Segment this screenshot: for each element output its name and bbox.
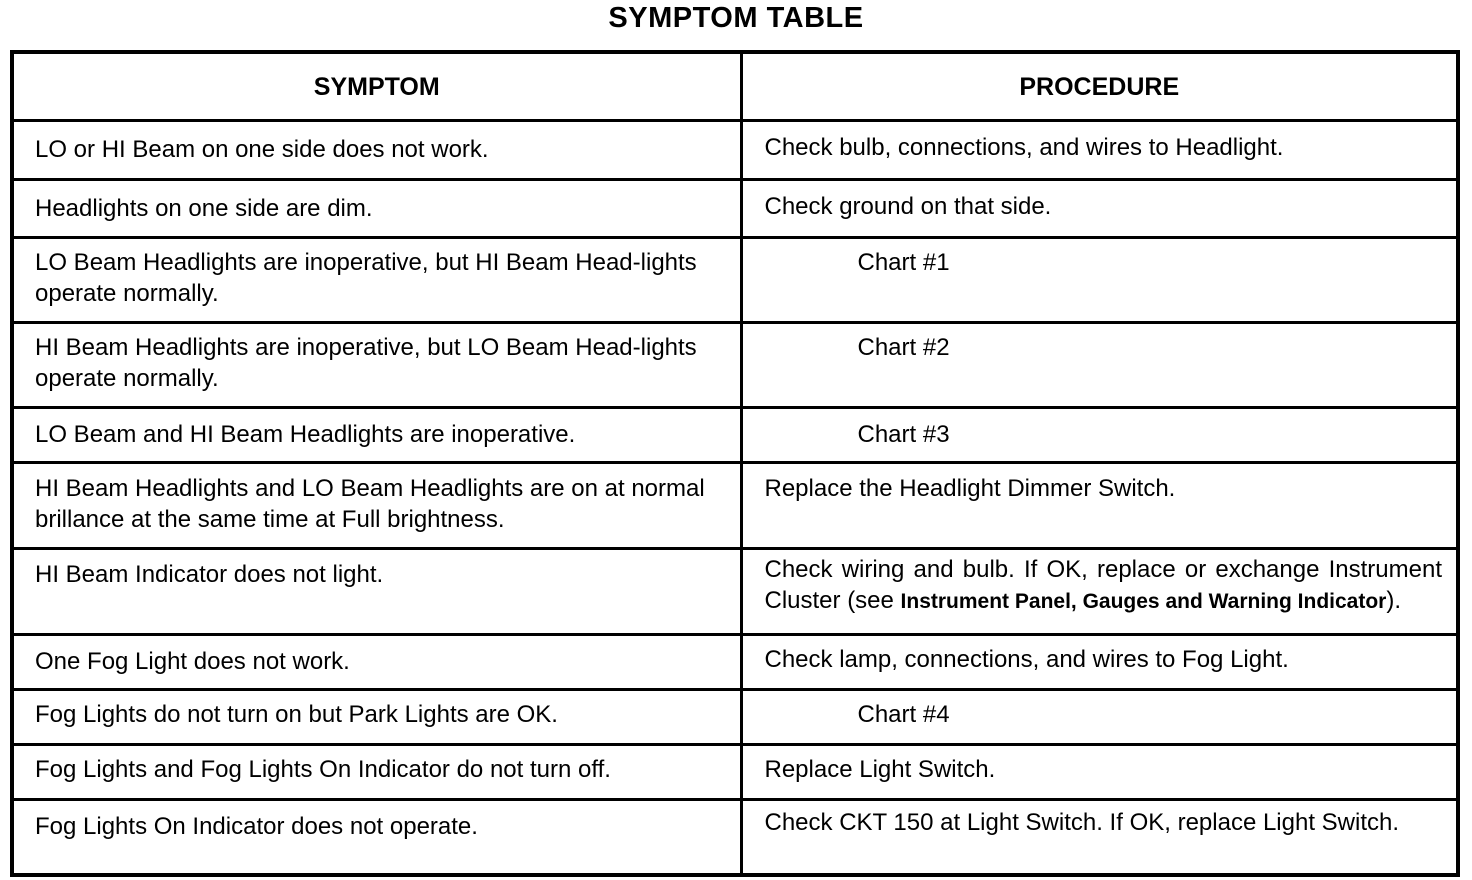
table-row <box>12 407 1458 462</box>
reference-link-text: Instrument Panel, Gauges and Warning Indicator <box>900 589 1387 613</box>
table-row <box>12 120 1458 179</box>
table-row <box>12 237 1458 322</box>
procedure-cell: Replace the Headlight Dimmer Switch. <box>741 462 1458 548</box>
table-row <box>12 179 1458 237</box>
column-header-procedure: PROCEDURE <box>741 52 1458 120</box>
symptom-cell: LO or HI Beam on one side does not work. <box>12 120 741 179</box>
procedure-chart-reference: Chart #3 <box>741 407 1458 462</box>
procedure-cell: Check CKT 150 at Light Switch. If OK, replace Light Switch. <box>741 799 1458 875</box>
symptom-cell: Fog Lights do not turn on but Park Lights are OK. <box>12 689 741 744</box>
table-row <box>12 689 1458 744</box>
symptom-cell: HI Beam Headlights are inoperative, but LO Beam Head-lights operate normally. <box>12 322 741 407</box>
column-header-symptom: SYMPTOM <box>12 52 741 120</box>
procedure-text-end: ). <box>1386 586 1402 614</box>
symptom-cell: Headlights on one side are dim. <box>12 179 741 237</box>
table-row <box>12 322 1458 407</box>
table-row <box>12 462 1458 548</box>
symptom-cell: Fog Lights and Fog Lights On Indicator do not turn off. <box>12 744 741 799</box>
symptom-cell: LO Beam and HI Beam Headlights are inoperative. <box>12 407 741 462</box>
procedure-cell: Check lamp, connections, and wires to Fog Light. <box>741 634 1458 689</box>
table-row <box>12 799 1458 875</box>
symptom-table <box>10 50 1460 877</box>
table-row <box>12 548 1458 634</box>
table-row <box>12 634 1458 689</box>
symptom-cell: LO Beam Headlights are inoperative, but HI Beam Head-lights operate normally. <box>12 237 741 322</box>
symptom-cell: One Fog Light does not work. <box>12 634 741 689</box>
procedure-chart-reference: Chart #4 <box>741 689 1458 744</box>
procedure-chart-reference: Chart #2 <box>741 322 1458 407</box>
procedure-chart-reference: Chart #1 <box>741 237 1458 322</box>
symptom-cell: HI Beam Indicator does not light. <box>12 548 741 634</box>
procedure-cell: Check ground on that side. <box>741 179 1458 237</box>
procedure-cell: Replace Light Switch. <box>741 744 1458 799</box>
symptom-cell: HI Beam Headlights and LO Beam Headlights are on at normal brillance at the same time at Full brightness. <box>12 462 741 548</box>
table-header-row <box>12 52 1458 120</box>
page-title: SYMPTOM TABLE <box>608 2 864 34</box>
procedure-text: Check wiring and bulb. If OK, replace or exchange Instrument Cluster (see <box>764 555 1442 614</box>
procedure-cell <box>741 548 1458 634</box>
table-row <box>12 744 1458 799</box>
procedure-cell: Check bulb, connections, and wires to Headlight. <box>741 120 1458 179</box>
symptom-cell: Fog Lights On Indicator does not operate. <box>12 799 741 875</box>
